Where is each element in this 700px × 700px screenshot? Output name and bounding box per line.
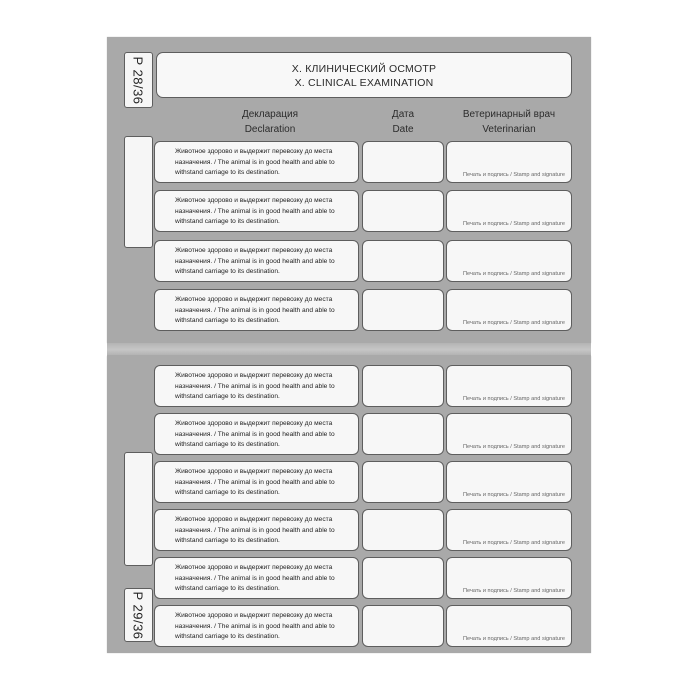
page-fold [107,343,591,356]
date-field[interactable] [362,240,444,282]
stamp-signature-label: Печать и подпись / Stamp and signature [463,492,565,498]
page-number-bottom-label: P 29/36 [131,590,146,640]
declaration-text: Животное здорово и выдержит перевозку до места назначения. / The animal is in good health and able to withstand carriage to its destination. [175,197,335,226]
stamp-signature-label: Печать и подпись / Stamp and signature [463,320,565,326]
section-title-en: X. CLINICAL EXAMINATION [294,77,434,89]
veterinarian-signature-field[interactable] [446,190,572,232]
stamp-signature-label: Печать и подпись / Stamp and signature [463,221,565,227]
column-header-veterinarian [446,107,572,137]
stamp-signature-label: Печать и подпись / Stamp and signature [463,588,565,594]
veterinarian-signature-field[interactable] [446,365,572,407]
page-number-bottom [124,588,153,642]
date-field[interactable] [362,141,444,183]
veterinarian-signature-field[interactable] [446,461,572,503]
veterinarian-signature-field[interactable] [446,509,572,551]
declaration-cell [154,141,359,183]
declaration-text: Животное здорово и выдержит перевозку до места назначения. / The animal is in good health and able to withstand carriage to its destination. [175,468,335,497]
stamp-signature-label: Печать и подпись / Stamp and signature [463,444,565,450]
date-field[interactable] [362,413,444,455]
stamp-signature-label: Печать и подпись / Stamp and signature [463,271,565,277]
declaration-cell [154,289,359,331]
declaration-text: Животное здорово и выдержит перевозку до места назначения. / The animal is in good health and able to withstand carriage to its destination. [175,420,335,449]
veterinarian-signature-field[interactable] [446,141,572,183]
column-header-date-en: Date [392,124,414,135]
date-field[interactable] [362,461,444,503]
column-header-declaration-ru: Декларация [241,109,299,120]
date-field[interactable] [362,289,444,331]
column-header-declaration [205,107,335,137]
declaration-cell [154,509,359,551]
declaration-text: Животное здорово и выдержит перевозку до места назначения. / The animal is in good health and able to withstand carriage to its destination. [175,612,335,641]
side-tab-top [124,136,153,248]
veterinarian-signature-field[interactable] [446,289,572,331]
veterinarian-signature-field[interactable] [446,240,572,282]
date-field[interactable] [362,605,444,647]
veterinarian-signature-field[interactable] [446,557,572,599]
date-field[interactable] [362,190,444,232]
declaration-cell [154,461,359,503]
declaration-cell [154,190,359,232]
column-header-date [362,107,444,137]
side-tab-bottom [124,452,153,566]
column-header-vet-ru: Ветеринарный врач [462,109,556,120]
column-header-date-ru: Дата [391,109,415,120]
stamp-signature-label: Печать и подпись / Stamp and signature [463,396,565,402]
declaration-cell [154,413,359,455]
date-field[interactable] [362,557,444,599]
declaration-text: Животное здорово и выдержит перевозку до места назначения. / The animal is in good health and able to withstand carriage to its destination. [175,148,335,177]
declaration-text: Животное здорово и выдержит перевозку до места назначения. / The animal is in good health and able to withstand carriage to its destination. [175,564,335,593]
column-header-declaration-en: Declaration [244,124,296,135]
declaration-text: Животное здорово и выдержит перевозку до места назначения. / The animal is in good health and able to withstand carriage to its destination. [175,516,335,545]
column-header-vet-en: Veterinarian [482,124,536,135]
declaration-cell [154,240,359,282]
date-field[interactable] [362,509,444,551]
declaration-cell [154,365,359,407]
declaration-text: Животное здорово и выдержит перевозку до места назначения. / The animal is in good health and able to withstand carriage to its destination. [175,247,335,276]
date-field[interactable] [362,365,444,407]
declaration-text: Животное здорово и выдержит перевозку до места назначения. / The animal is in good health and able to withstand carriage to its destination. [175,372,335,401]
page-number-top-label: P 28/36 [131,55,146,105]
veterinarian-signature-field[interactable] [446,605,572,647]
declaration-cell [154,605,359,647]
page-number-top [124,52,153,108]
stamp-signature-label: Печать и подпись / Stamp and signature [463,636,565,642]
declaration-text: Животное здорово и выдержит перевозку до места назначения. / The animal is in good health and able to withstand carriage to its destination. [175,296,335,325]
section-title-ru: X. КЛИНИЧЕСКИЙ ОСМОТР [291,63,437,75]
stamp-signature-label: Печать и подпись / Stamp and signature [463,540,565,546]
declaration-cell [154,557,359,599]
veterinarian-signature-field[interactable] [446,413,572,455]
stamp-signature-label: Печать и подпись / Stamp and signature [463,172,565,178]
section-title-box [156,52,572,98]
